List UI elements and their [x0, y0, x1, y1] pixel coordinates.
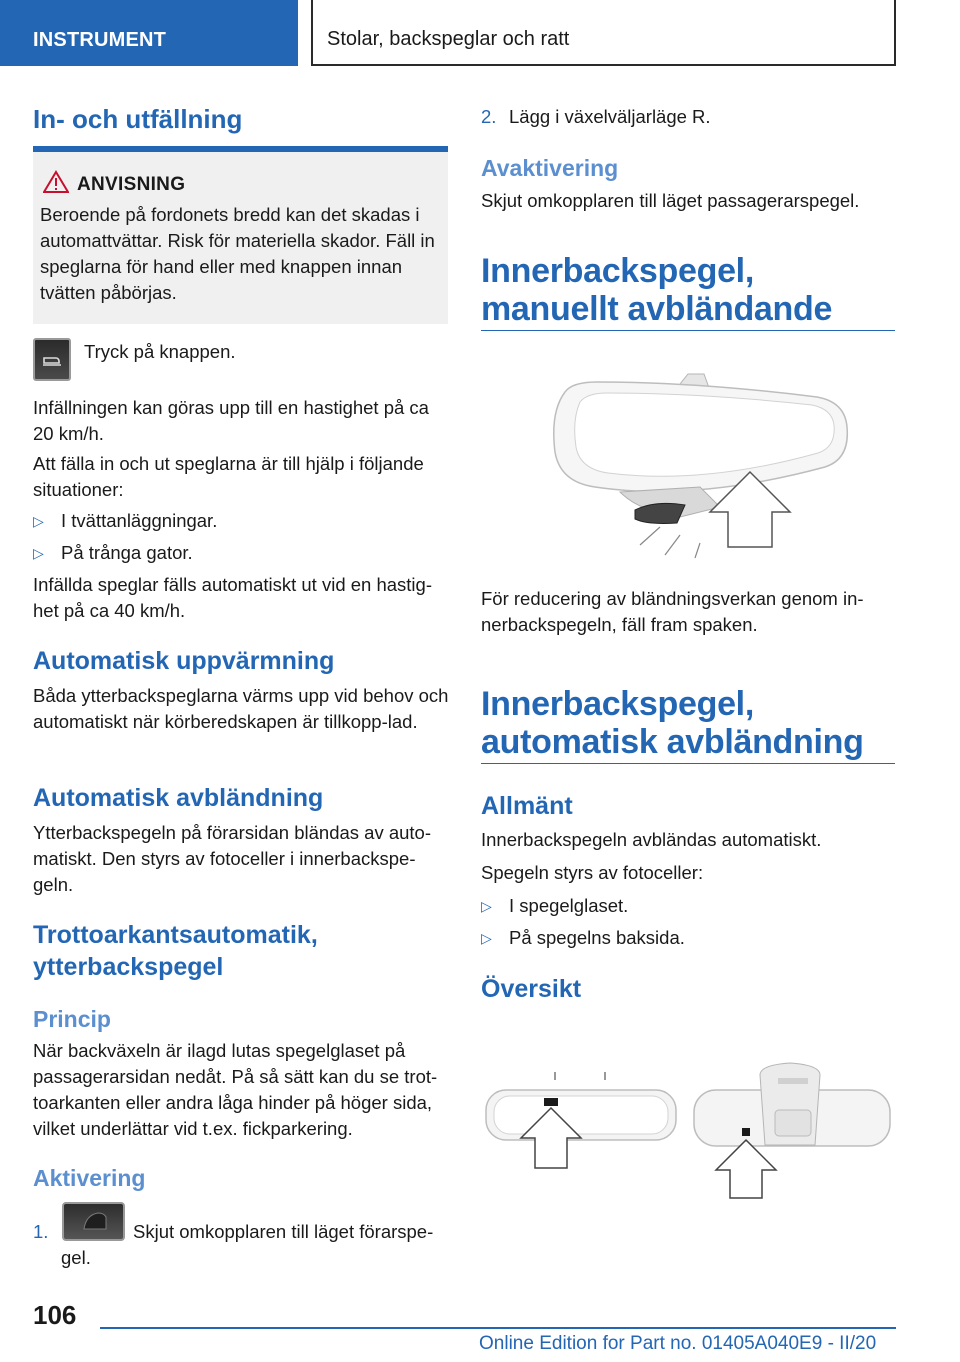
warning-bar	[33, 146, 448, 152]
heading-fold: In- och utfällning	[33, 104, 243, 134]
curb-heading: Trottoarkantsautomatik, ytterbackspegel	[33, 921, 318, 981]
triangle-bullet-icon: ▷	[33, 545, 44, 561]
dimming-text: Ytterbackspegeln på förarsidan bländas av auto-matiskt. Den styrs av fotoceller i innerbackspe-geln.	[33, 822, 432, 895]
heading-rule	[481, 330, 895, 331]
chapter-title: Stolar, backspeglar och ratt	[327, 28, 570, 50]
section-tab	[0, 0, 298, 66]
triangle-bullet-icon: ▷	[481, 930, 492, 946]
situations-intro: Att fälla in och ut speglarna är till hjälp i följande situationer:	[33, 453, 424, 500]
step-1-text-cont: gel.	[61, 1247, 91, 1268]
mirror-fold-icon	[35, 340, 69, 379]
warning-icon	[43, 170, 69, 194]
dimming-heading: Automatisk avbländning	[33, 784, 324, 812]
overview-heading: Översikt	[481, 975, 582, 1003]
fold-button-image	[33, 338, 71, 381]
triangle-bullet-icon: ▷	[481, 898, 492, 914]
sensor-intro: Spegeln styrs av fotoceller:	[481, 862, 704, 883]
manual-mirror-image	[540, 362, 880, 562]
manual-mirror-heading: Innerbackspegel, manuellt avbländande	[481, 252, 833, 328]
auto-unfold-text: Infällda speglar fälls automatiskt ut vid en hastig-het på ca 40 km/h.	[33, 574, 432, 621]
chapter-box	[311, 0, 896, 66]
heating-text: Båda ytterbackspeglarna värms upp vid behov och automatiskt när körberedskapen är tillkopp-lad.	[33, 685, 449, 732]
principle-heading: Princip	[33, 1006, 111, 1032]
step-2-text: Lägg i växelväljarläge R.	[509, 106, 711, 127]
press-button-text: Tryck på knappen.	[84, 341, 236, 362]
heating-heading: Automatisk uppvärmning	[33, 647, 335, 675]
fold-speed-text: Infällningen kan göras upp till en hastighet på ca 20 km/h.	[33, 397, 429, 444]
general-text: Innerbackspegeln avbländas automatiskt.	[481, 829, 822, 850]
auto-mirror-heading: Innerbackspegel, automatisk avbländning	[481, 685, 864, 761]
warning-text: Beroende på fordonets bredd kan det skadas i automattvättar. Risk för materiella skador. Fäll in speglarna för hand eller med knappen innan tvätten påbörjas.	[40, 204, 435, 303]
step-2-number: 2.	[481, 106, 497, 127]
warning-title: ANVISNING	[77, 174, 186, 195]
step-1-number: 1.	[33, 1221, 49, 1242]
mirror-switch-icon	[64, 1204, 123, 1239]
principle-text: När backväxeln är ilagd lutas spegelglaset på passagerarsidan nedåt. På så sätt kan du se trot-toarkanten eller andra låga hinder på höger sida, vilket underlättar vid t.ex. fickparkering.	[33, 1040, 438, 1139]
heading-rule	[481, 763, 895, 764]
section-title: INSTRUMENT	[33, 29, 167, 51]
warning-box	[33, 146, 448, 324]
edition-text: Online Edition for Part no. 01405A040E9 - II/20	[479, 1333, 877, 1354]
manual-mirror-text: För reducering av bländningsverkan genom in-nerbackspegeln, fäll fram spaken.	[481, 588, 864, 635]
mirror-sensor-overview-image	[480, 1050, 900, 1200]
deactivation-text: Skjut omkopplaren till läget passagerarspegel.	[481, 190, 860, 211]
triangle-bullet-icon: ▷	[33, 513, 44, 529]
footer-rule	[100, 1327, 896, 1329]
deactivation-heading: Avaktivering	[481, 155, 619, 181]
switch-image	[62, 1202, 125, 1241]
page-number: 106	[33, 1300, 77, 1330]
activation-heading: Aktivering	[33, 1165, 146, 1191]
general-heading: Allmänt	[481, 792, 573, 820]
step-1-text: Skjut omkopplaren till läget förarspe-	[133, 1221, 434, 1242]
